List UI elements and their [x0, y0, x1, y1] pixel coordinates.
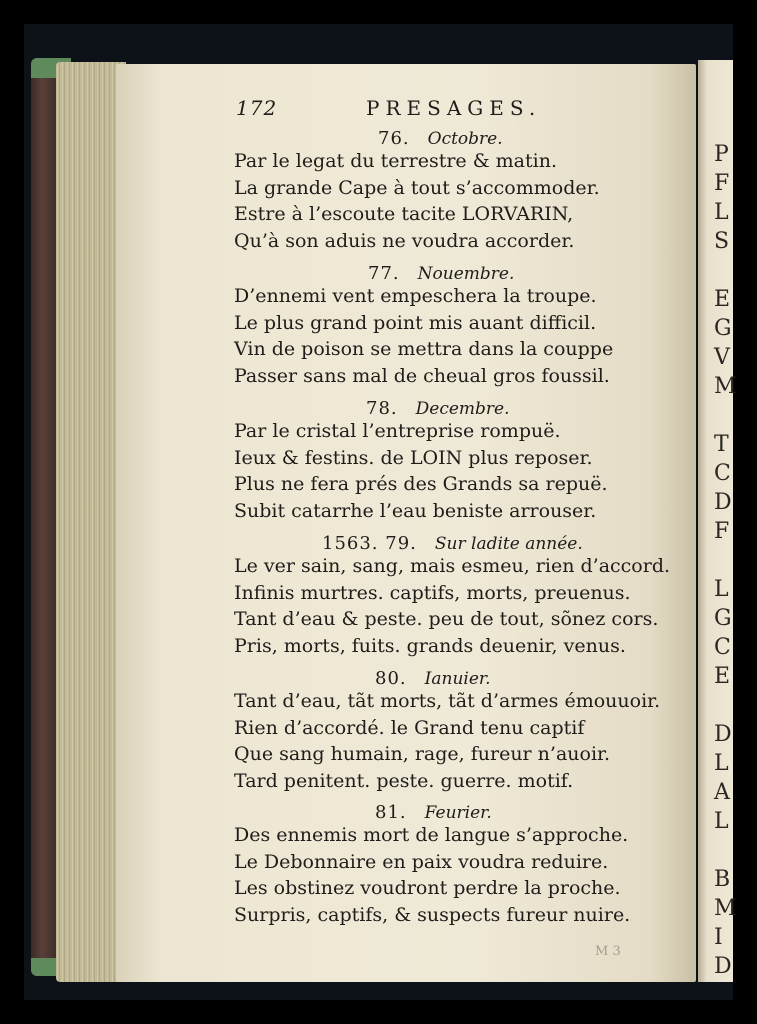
book-spine: [31, 78, 59, 958]
facing-initial: [714, 836, 734, 865]
verse-line: Subit catarrhe l’eau beniste arrouser.: [234, 499, 597, 522]
stanza-month: Feurier.: [424, 803, 492, 823]
verse-line: Estre à l’escoute tacite LORVARIN,: [234, 203, 574, 225]
facing-initial: [714, 691, 734, 720]
page-number: 172: [236, 96, 278, 120]
facing-initial: D: [714, 954, 732, 979]
facing-initial: L: [714, 751, 729, 776]
verse-line: Ieux & festins. de LOIN plus reposer.: [234, 446, 593, 469]
facing-initial: [714, 256, 734, 285]
verse-line: Des ennemis mort de langue s’approche.: [234, 824, 629, 846]
verse-line: Tant d’eau, tãt morts, tãt d’armes émouuoir.: [234, 690, 661, 712]
stanza-heading: [375, 668, 491, 689]
stanza-number: 78.: [366, 398, 398, 419]
facing-initial: F: [714, 171, 730, 196]
facing-initial: V: [714, 345, 730, 370]
facing-initial: P: [714, 142, 729, 167]
verse-line: D’ennemi vent empeschera la troupe.: [234, 285, 597, 307]
stanza-number: 76.: [378, 128, 410, 149]
verse-line: Surpris, captifs, & suspects fureur nuire.: [234, 903, 631, 926]
facing-initial: C: [714, 635, 731, 660]
verse-line: Par le legat du terrestre & matin.: [234, 150, 557, 172]
facing-initial: A: [714, 780, 730, 805]
facing-initial: L: [714, 200, 729, 225]
verse-line: Tard penitent. peste. guerre. motif.: [234, 769, 574, 792]
verse-line: Que sang humain, rage, fureur n’auoir.: [234, 743, 611, 765]
stanza-number: 80.: [375, 668, 407, 689]
verse-line: Rien d’accordé. le Grand tenu captif: [234, 716, 585, 739]
facing-initial: G: [714, 606, 732, 631]
facing-initial: S: [714, 229, 730, 254]
stanza-month: Ianuier.: [424, 669, 491, 689]
verse-line: Par le cristal l’entreprise rompuë.: [234, 420, 561, 442]
verse-line: Vin de poison se mettra dans la couppe: [234, 338, 614, 360]
stanza-heading: [322, 533, 583, 554]
stanza-month: Octobre.: [427, 129, 503, 149]
stanza-heading: [368, 263, 514, 284]
facing-initial: I: [714, 925, 723, 950]
facing-initial: E: [714, 287, 731, 312]
facing-initial: G: [714, 316, 732, 341]
signature-mark: M 3: [595, 944, 621, 959]
stanza-heading: [378, 128, 503, 149]
stanza-month: Nouembre.: [417, 264, 515, 284]
verse-line: Passer sans mal de cheual gros foussil.: [234, 364, 610, 387]
facing-initial: D: [714, 722, 732, 747]
facing-initial: [714, 546, 734, 575]
facing-initial: F: [714, 519, 730, 544]
verse-line: Qu’à son aduis ne voudra accorder.: [234, 229, 575, 252]
verse-line: La grande Cape à tout s’accommoder.: [234, 176, 600, 199]
verse-line: Les obstinez voudront perdre la proche.: [234, 877, 621, 899]
facing-initial: E: [714, 664, 731, 689]
verse-line: Le plus grand point mis auant difficil.: [234, 311, 597, 334]
stanza-month: Sur ladite année.: [434, 534, 583, 554]
stanza-heading: [366, 398, 510, 419]
facing-initial: [714, 401, 734, 430]
stanza-number: 81.: [375, 802, 407, 823]
verse-line: Le ver sain, sang, mais esmeu, rien d’accord.: [234, 555, 671, 577]
verse-line: Plus ne fera prés des Grands sa repuë.: [234, 473, 608, 495]
running-head: PRESAGES.: [366, 96, 542, 120]
facing-initial: B: [714, 867, 731, 892]
stanza-number: 1563. 79.: [322, 533, 417, 554]
facing-initial: L: [714, 577, 729, 602]
facing-initial: M: [714, 374, 737, 399]
facing-initial: C: [714, 461, 731, 486]
stanza-heading: [375, 802, 492, 823]
stanza-month: Decembre.: [415, 399, 510, 419]
facing-initial: M: [714, 896, 737, 921]
verse-line: Pris, morts, fuits. grands deuenir, venus.: [234, 634, 626, 657]
facing-initial: L: [714, 809, 729, 834]
stanza-number: 77.: [368, 263, 400, 284]
facing-initial: D: [714, 490, 732, 515]
verse-line: Infinis murtres. captifs, morts, preuenus.: [234, 581, 631, 604]
verse-line: Tant d’eau & peste. peu de tout, sõnez cors.: [234, 608, 659, 630]
facing-initial: T: [714, 432, 729, 457]
verse-line: Le Debonnaire en paix voudra reduire.: [234, 850, 609, 873]
facing-page-initials: [714, 140, 737, 981]
